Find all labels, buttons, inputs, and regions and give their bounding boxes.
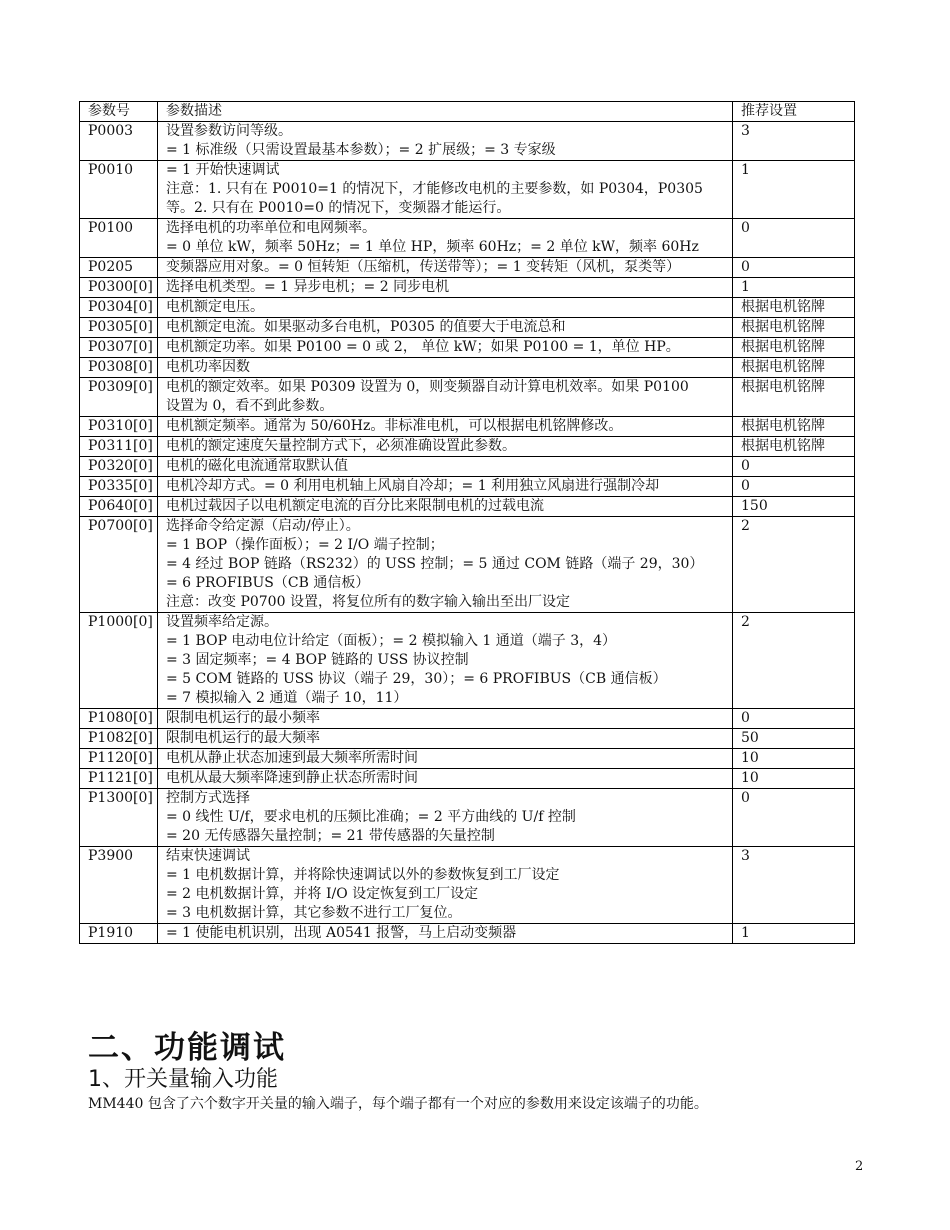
description-line: = 6 PROFIBUS（CB 通信板） [166, 575, 370, 591]
table-row [80, 358, 855, 378]
recommended-setting-cell: 0 [733, 457, 855, 477]
param-number-cell: P1120[0] [80, 749, 158, 769]
recommended-setting-cell: 0 [733, 477, 855, 497]
param-number-cell: P1121[0] [80, 769, 158, 789]
description-line: = 1 BOP 电动电位计给定（面板）；= 2 模拟输入 1 通道（端子 3，4） [166, 633, 617, 649]
table-row [80, 338, 855, 358]
recommended-setting-cell: 2 [733, 517, 855, 613]
table-row [80, 437, 855, 457]
recommended-setting-cell: 根据电机铭牌 [733, 437, 855, 457]
param-description-cell [158, 358, 733, 378]
table-row [80, 258, 855, 278]
param-number-cell: P0300[0] [80, 278, 158, 298]
param-description-cell [158, 497, 733, 517]
recommended-setting-cell: 1 [733, 924, 855, 944]
description-line: 注意：改变 P0700 设置，将复位所有的数字输入输出至出厂设定 [166, 594, 570, 610]
recommended-setting-cell: 3 [733, 847, 855, 924]
recommended-setting-cell: 根据电机铭牌 [733, 358, 855, 378]
description-line: 电机额定频率。通常为 50/60Hz。非标准电机，可以根据电机铭牌修改。 [166, 418, 623, 434]
param-description-cell [158, 477, 733, 497]
description-line: 设置频率给定源。 [166, 614, 278, 630]
param-number-cell: P0640[0] [80, 497, 158, 517]
description-line: 电机额定功率。如果 P0100 = 0 或 2， 单位 kW；如果 P0100 = 1，单位 HP。 [166, 339, 680, 355]
table-row [80, 924, 855, 944]
page-number: 2 [855, 1159, 864, 1174]
param-description-cell [158, 613, 733, 709]
recommended-setting-cell: 根据电机铭牌 [733, 378, 855, 417]
param-description-cell [158, 298, 733, 318]
section-title: 二、功能调试 [88, 1030, 286, 1066]
description-line: 电机额定电流。如果驱动多台电机，P0305 的值要大于电流总和 [166, 319, 566, 335]
description-line: 电机额定电压。 [166, 299, 264, 315]
table-row [80, 769, 855, 789]
recommended-setting-cell: 根据电机铭牌 [733, 417, 855, 437]
table-row [80, 729, 855, 749]
description-line: 电机冷却方式。= 0 利用电机轴上风扇自冷却；= 1 利用独立风扇进行强制冷却 [166, 478, 660, 494]
param-description-cell [158, 437, 733, 457]
param-description-cell [158, 709, 733, 729]
param-number-cell: P0320[0] [80, 457, 158, 477]
recommended-setting-cell: 10 [733, 769, 855, 789]
param-number-cell: P0309[0] [80, 378, 158, 417]
param-description-cell [158, 924, 733, 944]
header-param-number: 参数号 [80, 102, 158, 122]
recommended-setting-cell: 150 [733, 497, 855, 517]
param-description-cell [158, 847, 733, 924]
recommended-setting-cell: 3 [733, 122, 855, 161]
table-row [80, 219, 855, 258]
recommended-setting-cell: 根据电机铭牌 [733, 318, 855, 338]
recommended-setting-cell: 2 [733, 613, 855, 709]
description-line: 设置参数访问等级。 [166, 123, 292, 139]
param-number-cell: P0305[0] [80, 318, 158, 338]
table-row [80, 122, 855, 161]
param-number-cell: P1082[0] [80, 729, 158, 749]
description-line: 电机从最大频率降速到静止状态所需时间 [166, 770, 418, 786]
description-line: 电机的磁化电流通常取默认值 [166, 458, 348, 474]
description-line: = 7 模拟输入 2 通道（端子 10，11） [166, 690, 408, 706]
table-row [80, 278, 855, 298]
recommended-setting-cell: 0 [733, 709, 855, 729]
param-description-cell [158, 278, 733, 298]
description-line: 设置为 0，看不到此参数。 [166, 398, 334, 414]
param-description-cell [158, 789, 733, 847]
recommended-setting-cell: 0 [733, 258, 855, 278]
param-description-cell [158, 122, 733, 161]
recommended-setting-cell: 0 [733, 789, 855, 847]
description-line: = 4 经过 BOP 链路（RS232）的 USS 控制；= 5 通过 COM 链路（端子 29，30） [166, 556, 704, 572]
description-line: 选择命令给定源（启动/停止）。 [166, 518, 360, 534]
param-description-cell [158, 161, 733, 219]
recommended-setting-cell: 10 [733, 749, 855, 769]
description-line: = 2 电机数据计算，并将 I/O 设定恢复到工厂设定 [166, 886, 479, 902]
body-paragraph: MM440 包含了六个数字开关量的输入端子，每个端子都有一个对应的参数用来设定该端子的功能。 [88, 1096, 708, 1112]
description-line: 电机从静止状态加速到最大频率所需时间 [166, 750, 418, 766]
param-number-cell: P0304[0] [80, 298, 158, 318]
table-row [80, 517, 855, 613]
param-description-cell [158, 417, 733, 437]
description-line: = 20 无传感器矢量控制；= 21 带传感器的矢量控制 [166, 828, 495, 844]
subsection-title: 1、开关量输入功能 [88, 1067, 278, 1092]
description-line: 变频器应用对象。= 0 恒转矩（压缩机，传送带等）；= 1 变转矩（风机，泵类等） [166, 259, 681, 275]
table-row [80, 477, 855, 497]
table-row [80, 847, 855, 924]
description-line: 注意：1. 只有在 P0010=1 的情况下，才能修改电机的主要参数，如 P0304，P0305 [166, 181, 703, 197]
table-row [80, 417, 855, 437]
description-line: 限制电机运行的最大频率 [166, 730, 320, 746]
table-row [80, 457, 855, 477]
param-number-cell: P0205 [80, 258, 158, 278]
param-description-cell [158, 258, 733, 278]
recommended-setting-cell: 50 [733, 729, 855, 749]
description-line: 电机过载因子以电机额定电流的百分比来限制电机的过载电流 [166, 498, 544, 514]
table-row [80, 709, 855, 729]
table-row [80, 161, 855, 219]
param-number-cell: P0010 [80, 161, 158, 219]
description-line: 限制电机运行的最小频率 [166, 710, 320, 726]
param-number-cell: P3900 [80, 847, 158, 924]
param-description-cell [158, 749, 733, 769]
description-line: 电机的额定效率。如果 P0309 设置为 0，则变频器自动计算电机效率。如果 P0100 [166, 379, 689, 395]
param-description-cell [158, 338, 733, 358]
table-row [80, 318, 855, 338]
description-line: 控制方式选择 [166, 790, 250, 806]
recommended-setting-cell: 1 [733, 278, 855, 298]
description-line: = 1 开始快速调试 [166, 162, 280, 178]
description-line: = 3 固定频率；= 4 BOP 链路的 USS 协议控制 [166, 652, 469, 668]
description-line: = 1 BOP（操作面板）；= 2 I/O 端子控制； [166, 537, 444, 553]
param-description-cell [158, 457, 733, 477]
description-line: 选择电机的功率单位和电网频率。 [166, 220, 376, 236]
description-line: = 5 COM 链路的 USS 协议（端子 29，30）；= 6 PROFIBUS（CB 通信板） [166, 671, 667, 687]
description-line: = 0 线性 U/f，要求电机的压频比准确；= 2 平方曲线的 U/f 控制 [166, 809, 576, 825]
parameter-table [79, 101, 855, 944]
param-number-cell: P1000[0] [80, 613, 158, 709]
param-number-cell: P0308[0] [80, 358, 158, 378]
param-number-cell: P1080[0] [80, 709, 158, 729]
description-line: 等。2. 只有在 P0010=0 的情况下，变频器才能运行。 [166, 200, 511, 216]
table-row [80, 378, 855, 417]
description-line: 选择电机类型。= 1 异步电机；= 2 同步电机 [166, 279, 450, 295]
param-description-cell [158, 729, 733, 749]
table-row [80, 789, 855, 847]
param-number-cell: P0700[0] [80, 517, 158, 613]
param-number-cell: P0311[0] [80, 437, 158, 457]
description-line: = 1 使能电机识别，出现 A0541 报警，马上启动变频器 [166, 925, 517, 941]
recommended-setting-cell: 0 [733, 219, 855, 258]
param-number-cell: P1300[0] [80, 789, 158, 847]
param-description-cell [158, 769, 733, 789]
header-recommended-setting: 推荐设置 [733, 102, 855, 122]
recommended-setting-cell: 1 [733, 161, 855, 219]
table-row [80, 749, 855, 769]
description-line: 电机功率因数 [166, 359, 250, 375]
recommended-setting-cell: 根据电机铭牌 [733, 298, 855, 318]
header-param-description: 参数描述 [158, 102, 733, 122]
description-line: = 3 电机数据计算，其它参数不进行工厂复位。 [166, 905, 462, 921]
param-description-cell [158, 517, 733, 613]
param-description-cell [158, 219, 733, 258]
description-line: = 0 单位 kW，频率 50Hz；= 1 单位 HP，频率 60Hz；= 2 单位 kW，频率 60Hz [166, 239, 699, 255]
param-number-cell: P0307[0] [80, 338, 158, 358]
table-row [80, 298, 855, 318]
param-description-cell [158, 318, 733, 338]
table-header-row [80, 102, 855, 122]
description-line: 电机的额定速度矢量控制方式下，必须准确设置此参数。 [166, 438, 516, 454]
param-number-cell: P0100 [80, 219, 158, 258]
param-number-cell: P1910 [80, 924, 158, 944]
description-line: = 1 标准级（只需设置最基本参数）；= 2 扩展级；= 3 专家级 [166, 142, 556, 158]
table-row [80, 497, 855, 517]
param-number-cell: P0310[0] [80, 417, 158, 437]
param-description-cell [158, 378, 733, 417]
param-number-cell: P0335[0] [80, 477, 158, 497]
description-line: = 1 电机数据计算，并将除快速调试以外的参数恢复到工厂设定 [166, 867, 560, 883]
table-row [80, 613, 855, 709]
param-number-cell: P0003 [80, 122, 158, 161]
description-line: 结束快速调试 [166, 848, 250, 864]
recommended-setting-cell: 根据电机铭牌 [733, 338, 855, 358]
